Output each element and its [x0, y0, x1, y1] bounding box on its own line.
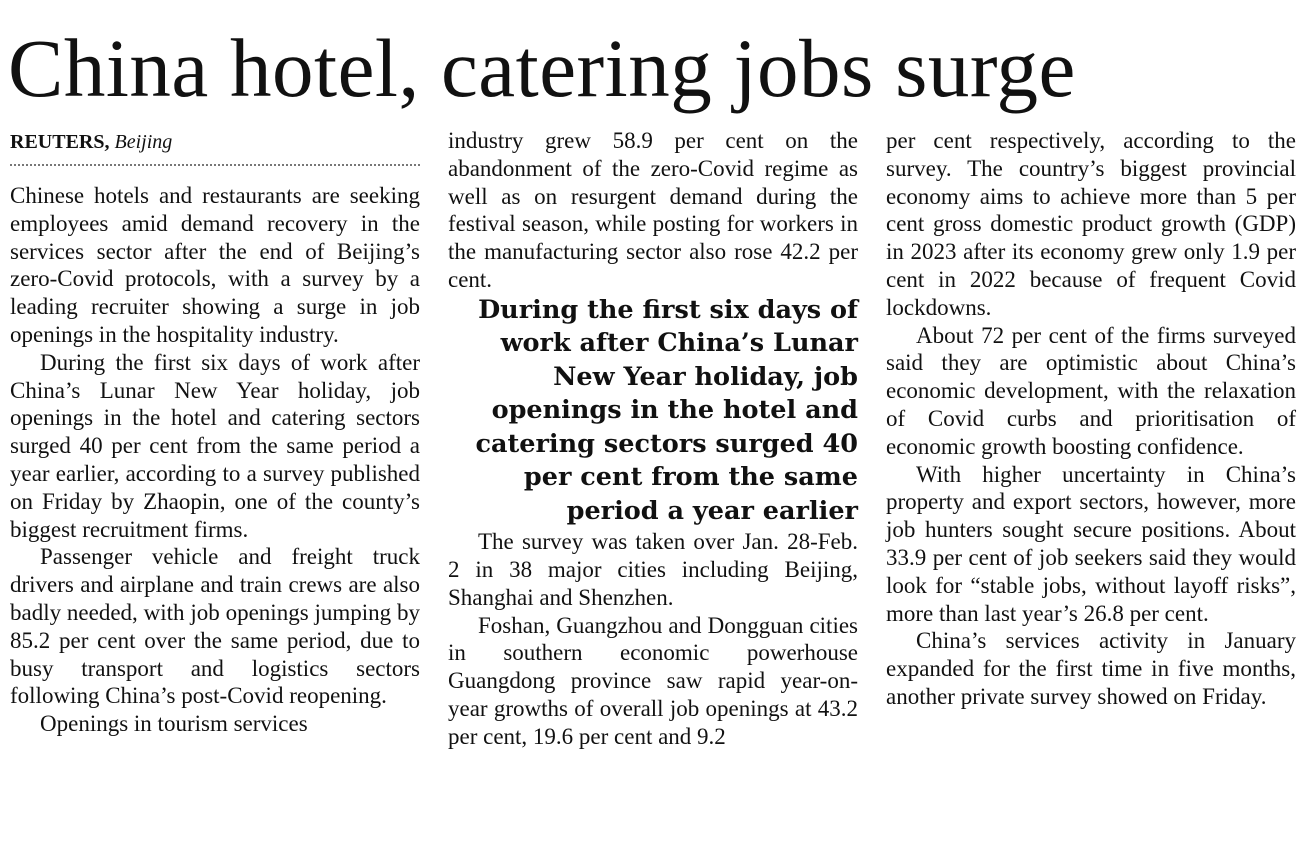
column-3 [886, 127, 1296, 711]
pull-quote: During the first six days of work after China’s Lunar New Year holiday, job openings in the hotel and catering sectors surged 40 per cent from the same period a year earlier [475, 294, 858, 526]
byline [10, 128, 420, 156]
column-2 [448, 127, 858, 751]
paragraph: The survey was taken over Jan. 28-Feb. 2 in 38 major cities including Beijing, Shanghai and Shenzhen. [448, 529, 858, 610]
paragraph: per cent respectively, according to the survey. The country’s biggest provincial economy aims to achieve more than 5 per cent gross domestic product growth (GDP) in 2023 after its economy grew only 1.9 per cent in 2022 because of frequent Covid lockdowns. [886, 128, 1296, 320]
paragraph: Openings in tourism services [40, 711, 308, 737]
paragraph: During the first six days of work after China’s Lunar New Year holiday, job openings in the hotel and catering sectors surged 40 per cent from the same period a year earlier, according to a survey published on Friday by Zhaopin, one of the county’s biggest recruitment firms. [10, 349, 420, 542]
paragraph: Foshan, Guangzhou and Dongguan cities in southern economic powerhouse Guangdong province saw rapid year-on-year growths of overall job openings at 43.2 per cent, 19.6 per cent and 9.2 [448, 612, 858, 749]
byline-dateline: Beijing [114, 131, 173, 153]
paragraph: Passenger vehicle and freight truck drivers and airplane and train crews are also badly needed, with job openings jumping by 85.2 per cent over the same period, due to busy transport and logistics sectors following China’s post-Covid reopening. [10, 544, 420, 709]
paragraph: Chinese hotels and restaurants are seeking employees amid demand recovery in the services sector after the end of Beijing’s zero-Covid protocols, with a survey by a leading recruiter showing a surge in job openings in the hospitality industry. [10, 183, 420, 347]
paragraph: China’s services activity in January expanded for the first time in five months, another private survey showed on Friday. [886, 628, 1296, 709]
headline: China hotel, catering jobs surge [8, 22, 1076, 114]
paragraph: With higher uncertainty in China’s property and export sectors, however, more job hunters sought secure positions. About 33.9 per cent of job seekers said they would look for “stable jobs, without layoff risks”, more than last year’s 26.8 per cent. [886, 461, 1296, 626]
column-1 [10, 182, 420, 738]
paragraph: About 72 per cent of the firms surveyed said they are optimistic about China’s economic development, with the relaxation of Covid curbs and prioritisation of economic growth boosting confidence. [886, 322, 1296, 459]
paragraph: industry grew 58.9 per cent on the abandonment of the zero-Covid regime as well as on resurgent demand during the festival season, while posting for workers in the manufacturing sector also rose 42.2 per cent. [448, 128, 858, 292]
byline-divider [10, 164, 420, 166]
byline-agency: REUTERS, [10, 131, 110, 153]
